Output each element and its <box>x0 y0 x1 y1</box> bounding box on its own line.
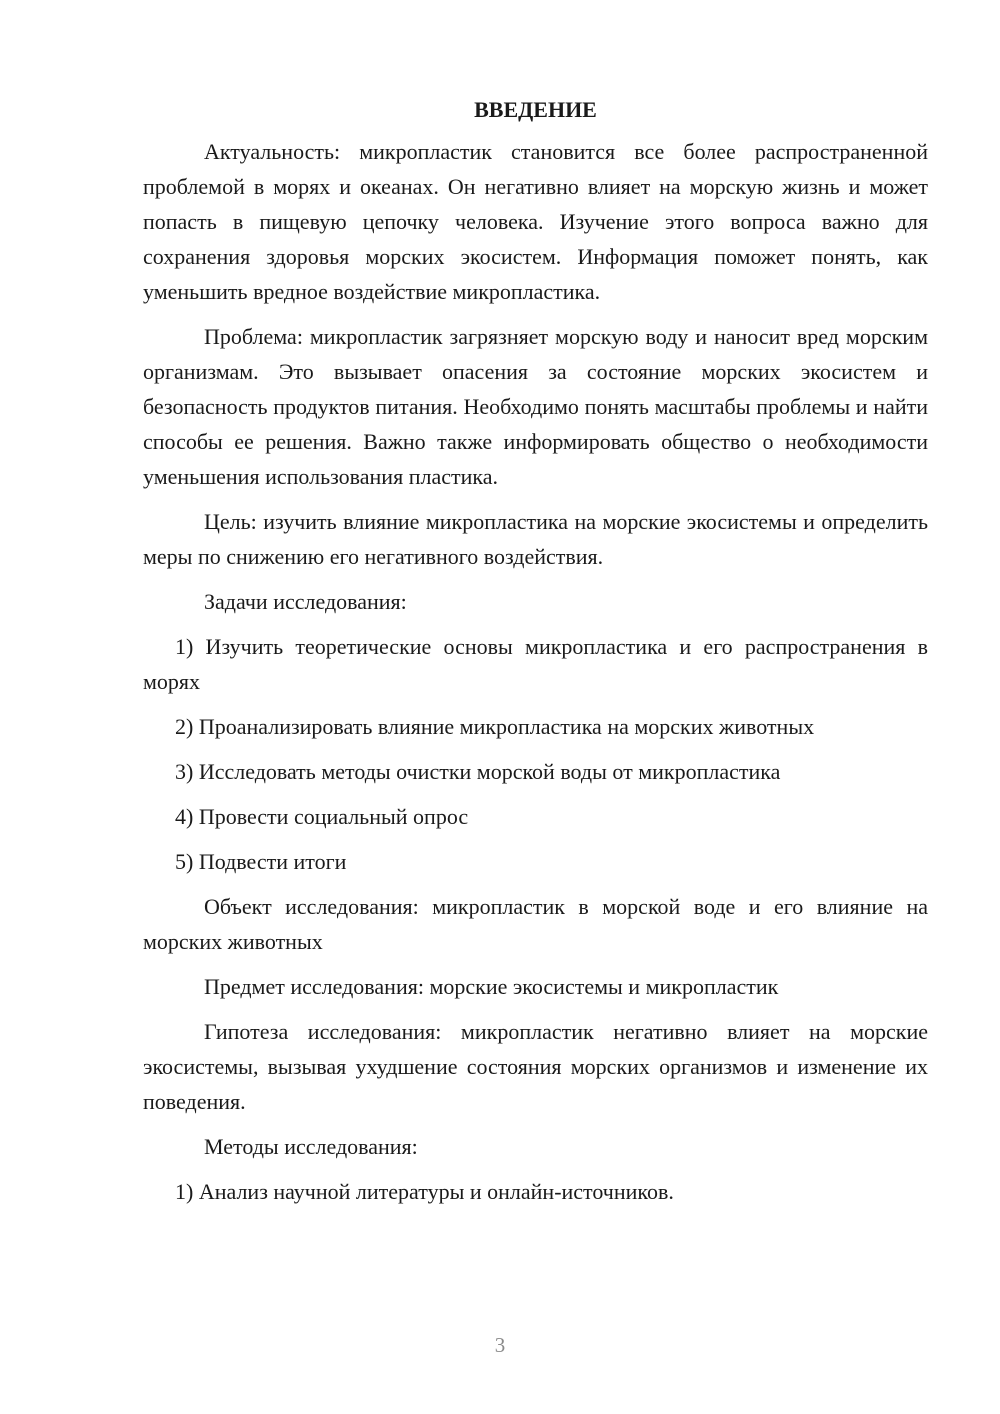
page-title: ВВЕДЕНИЕ <box>474 97 597 122</box>
paragraph-problem: Проблема: микропластик загрязняет морскую воду и наносит вред морским организмам. Это вызывает опасения за состояние морских экосистем и безопасность продуктов питания. Необходимо понять масштабы проблемы и найти способы ее решения. Важно также информировать общество о необходимости уменьшения использования пластика. <box>143 324 928 489</box>
tasks-heading: Задачи исследования: <box>204 589 407 614</box>
task-item-2: 2) Проанализировать влияние микропластика на морских животных <box>175 714 815 739</box>
document-page <box>143 92 928 1219</box>
task-item-1: 1) Изучить теоретические основы микропластика и его распространения в морях <box>143 634 928 694</box>
methods-heading: Методы исследования: <box>204 1134 418 1159</box>
paragraph-object: Объект исследования: микропластик в морской воде и его влияние на морских животных <box>143 894 928 954</box>
task-item-3: 3) Исследовать методы очистки морской воды от микропластика <box>175 759 781 784</box>
paragraph-goal: Цель: изучить влияние микропластика на морские экосистемы и определить меры по снижению его негативного воздействия. <box>143 509 928 569</box>
task-item-4: 4) Провести социальный опрос <box>175 804 469 829</box>
paragraph-hypothesis: Гипотеза исследования: микропластик негативно влияет на морские экосистемы, вызывая ухудшение состояния морских организмов и изменение их поведения. <box>143 1019 928 1114</box>
task-item-5: 5) Подвести итоги <box>175 849 347 874</box>
method-item-1: 1) Анализ научной литературы и онлайн-источников. <box>175 1179 674 1204</box>
paragraph-relevance: Актуальность: микропластик становится все более распространенной проблемой в морях и океанах. Он негативно влияет на морскую жизнь и может попасть в пищевую цепочку человека. Изучение этого вопроса важно для сохранения здоровья морских экосистем. Информация поможет понять, как уменьшить вредное воздействие микропластика. <box>143 139 928 304</box>
paragraph-subject: Предмет исследования: морские экосистемы и микропластик <box>204 974 779 999</box>
page-number: 3 <box>494 1333 506 1357</box>
